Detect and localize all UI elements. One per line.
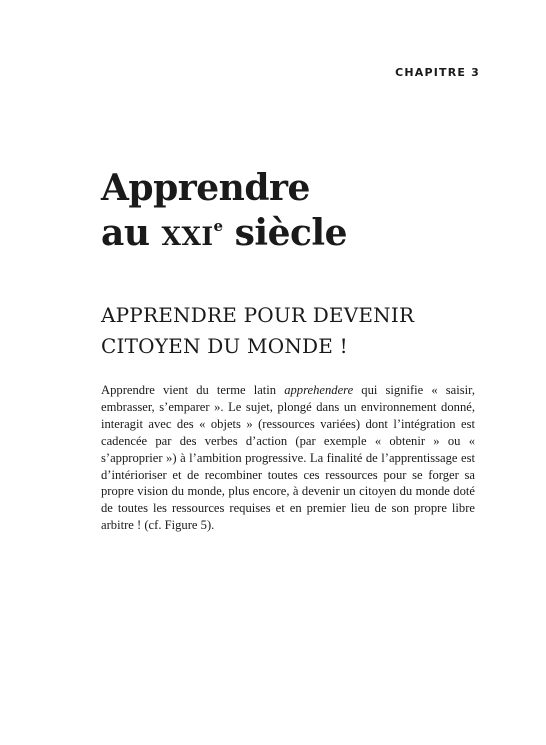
chapter-title-suffix: siècle [222,212,347,254]
section-heading-line-1: APPRENDRE POUR DEVENIR [101,303,415,327]
chapter-title-line-1: Apprendre [101,167,310,209]
section-heading-line-2: CITOYEN DU MONDE ! [101,334,348,358]
chapter-title-prefix: au [101,212,162,254]
latin-term: apprehendere [284,383,354,397]
section-heading [101,300,481,362]
chapter-title [101,166,501,256]
chapter-label: CHAPITRE 3 [395,66,480,79]
paragraph-intro: Apprendre vient du terme latin [101,383,285,397]
century-roman-numeral: xxi [161,212,214,254]
paragraph-body: qui signifie « saisir, embrasser, s’emparer ». Le sujet, plongé dans un environnement donné, interagit avec des « objets » (ressources variées) dont l’intégration est cadencée par des verbes d’action (par exemple « obtenir » ou « s’approprier ») à l’ambition progressive. La finalité de l’apprentissage est d’intérioriser et de recombiner toutes ces ressources pour se forger sa propre vision du monde, plus encore, à devenir un citoyen du monde doté de toutes les ressources requises et en premier lieu de son propre libre arbitre ! (cf. Figure 5). [101,383,475,533]
body-paragraph [101,382,475,534]
century-superscript: e [213,217,223,235]
